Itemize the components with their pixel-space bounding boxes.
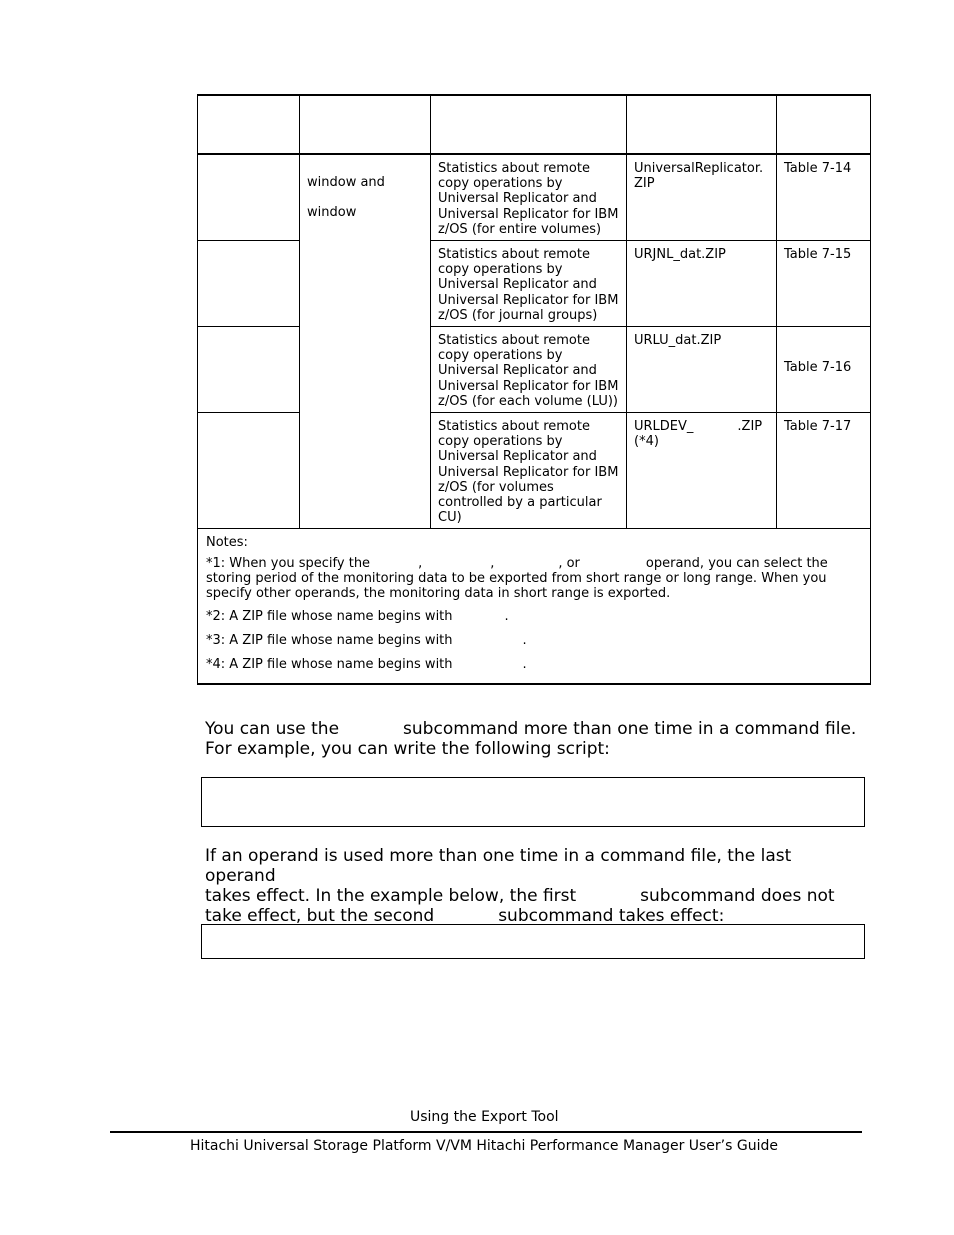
description-text: Statistics about remote copy operations by Universal Replicator and Universal Replicator for IBM z/OS (for volumes controlled by a particular CU) [438, 419, 619, 526]
window-cell-line: window and [307, 175, 385, 190]
table-reference-text: Table 7-17 [784, 419, 852, 435]
code-example-box [201, 777, 865, 827]
paragraph-line [205, 886, 865, 906]
paragraph-text: takes effect. In the example below, the first [205, 886, 577, 906]
note-1-comma: , [490, 556, 495, 572]
file-name-text: URLU_dat.ZIP [634, 333, 722, 349]
file-name-prefix: URLDEV_ [634, 419, 694, 435]
header-cell-operand [198, 95, 300, 154]
description-text: Statistics about remote copy operations by Universal Replicator and Universal Replicator for IBM z/OS (for journal groups) [438, 247, 619, 323]
note-2-text: *2: A ZIP file whose name begins with [206, 609, 453, 625]
operand-cell [198, 154, 300, 241]
paragraph-line [205, 719, 865, 739]
notes-row [198, 529, 871, 685]
note-1 [206, 556, 862, 601]
reference-cell [777, 327, 871, 413]
paragraph-text: subcommand does not [640, 886, 835, 906]
header-cell-description [431, 95, 627, 154]
footer-book-title: Hitachi Universal Storage Platform V/VM Hitachi Performance Manager User’s Guide [190, 1138, 778, 1154]
header-cell-reference [777, 95, 871, 154]
note-2-period: . [504, 609, 509, 625]
note-1-rest: storing period of the monitoring data to be exported from short range or long range. When you specify other operands, the monitoring data in short range is exported. [206, 571, 827, 602]
file-name-text [627, 413, 776, 452]
header-cell-file [627, 95, 777, 154]
note-1-start: *1: When you specify the [206, 556, 371, 572]
footer-divider [110, 1131, 862, 1133]
paragraph-operand-precedence [205, 846, 865, 926]
note-1-comma: , [418, 556, 423, 572]
description-text: Statistics about remote copy operations by Universal Replicator and Universal Replicator for IBM z/OS (for each volume (LU)) [438, 333, 619, 409]
note-4-period: . [522, 657, 527, 673]
note-1-or: , or [558, 556, 580, 572]
export-operands-table [197, 94, 871, 685]
paragraph-text: take effect, but the second [205, 906, 435, 926]
footer-chapter-title: Using the Export Tool [410, 1109, 559, 1125]
paragraph-line: If an operand is used more than one time in a command file, the last operand [205, 846, 792, 886]
file-cell [627, 154, 777, 241]
paragraph-line: For example, you can write the following script: [205, 739, 610, 759]
window-cell [300, 154, 431, 529]
paragraph-multiple-use [205, 719, 865, 759]
paragraph-text: You can use the [205, 719, 340, 739]
description-cell [431, 241, 627, 327]
note-4-text: *4: A ZIP file whose name begins with [206, 657, 453, 673]
description-cell [431, 327, 627, 413]
operand-cell [198, 241, 300, 327]
note-3 [206, 633, 862, 648]
table-row [198, 154, 871, 241]
description-cell [431, 413, 627, 529]
table-row [198, 327, 871, 413]
table-reference-text: Table 7-16 [784, 360, 852, 376]
reference-cell [777, 413, 871, 529]
operand-cell [198, 413, 300, 529]
header-cell-window [300, 95, 431, 154]
reference-cell [777, 154, 871, 241]
notes-title: Notes: [206, 535, 248, 551]
note-3-text: *3: A ZIP file whose name begins with [206, 633, 453, 649]
file-cell [627, 327, 777, 413]
table-reference-text: Table 7-14 [784, 161, 852, 176]
code-example-box [201, 924, 865, 959]
table-row [198, 241, 871, 327]
table-reference-text: Table 7-15 [784, 247, 852, 263]
note-2 [206, 609, 862, 624]
paragraph-line [205, 906, 865, 926]
note-3-period: . [522, 633, 527, 649]
file-cell [627, 241, 777, 327]
description-cell [431, 154, 627, 241]
table-header-row [198, 95, 871, 154]
paragraph-text: subcommand takes effect: [498, 906, 725, 926]
file-footnote-ref: (*4) [634, 434, 659, 450]
note-4 [206, 657, 862, 672]
file-name-suffix: .ZIP [737, 419, 763, 435]
paragraph-text: subcommand more than one time in a command file. [403, 719, 857, 739]
note-1-middle: operand, you can select the [645, 556, 828, 572]
reference-cell [777, 241, 871, 327]
file-cell [627, 413, 777, 529]
description-text: Statistics about remote copy operations by Universal Replicator and Universal Replicator for IBM z/OS (for entire volumes) [438, 161, 619, 237]
file-name-text: URJNL_dat.ZIP [634, 247, 726, 263]
table-row [198, 413, 871, 529]
window-cell-line: window [307, 205, 357, 220]
file-name-text: UniversalReplicator. ZIP [634, 161, 764, 192]
operand-cell [198, 327, 300, 413]
notes-cell [198, 529, 871, 685]
